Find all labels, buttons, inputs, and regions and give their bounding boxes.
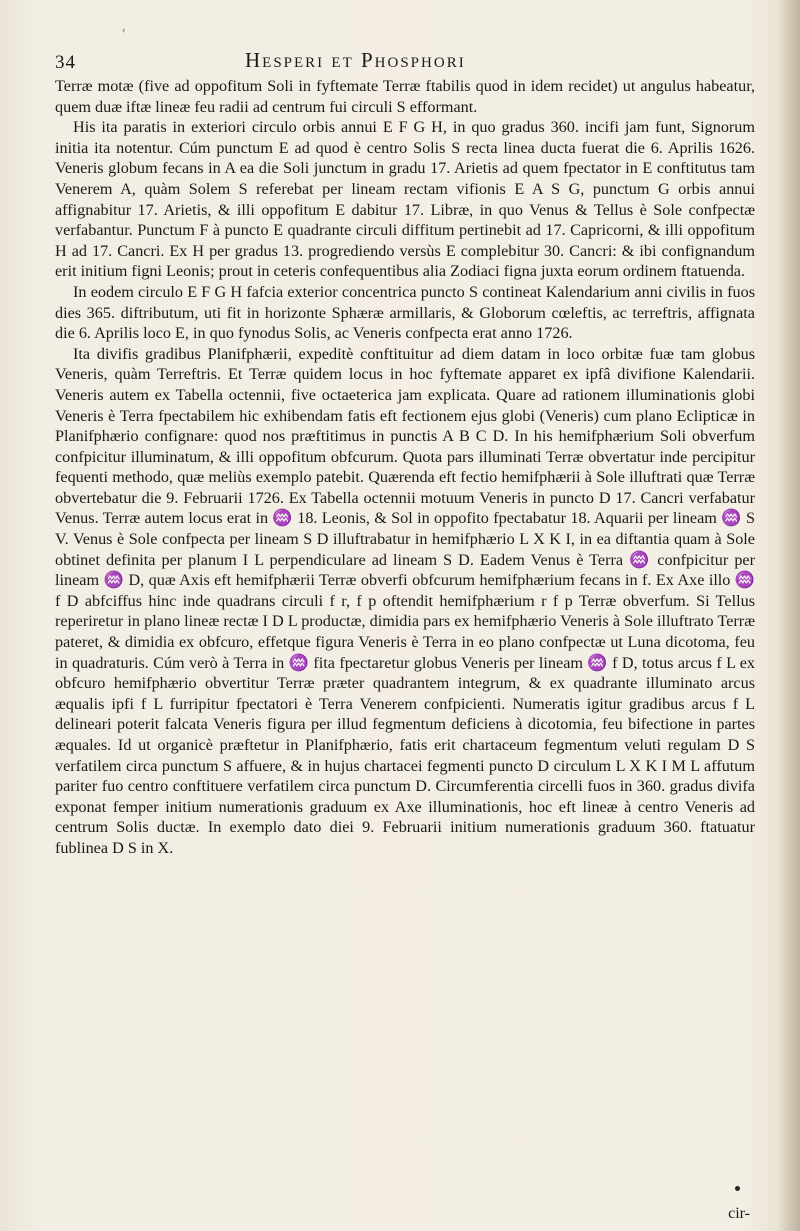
paragraph-4: Ita divifis gradibus Planifphærii, expeditè conftituitur ad diem datam in loco orbitæ fuæ tam globus Veneris, quàm Terreftris. Et Terræ quidem locus in hoc fyftemate apparet ex ipfâ divifione Kalendarii. Veneris autem ex Tabella octennii, five octaeterica jam explicata. Quare ad rationem illuminationis globi Veneris è Terra fpectabilem hic exhibendam fatis eft fectionem ejus globi (Veneris) cum plano Eclipticæ in Planifphærio confignare: quod nos præftitimus in punctis A B C D. In his hemifphærium Soli obverfum confpicitur illuminatum, & illi oppofitum obfcurum. Quota pars illuminati Terræ obvertatur inde percipitur fequenti methodo, quæ meliùs exemplo patebit. Quærenda eft fectio hemifphærii à Sole illuftrati quæ Terræ obvertebatur die 9. Februarii 1726. Ex Tabella octennii motuum Veneris in puncto D 17. Cancri verfabatur Venus. Terræ autem locus erat in ♒ 18. Leonis, & Sol in oppofito fpectabatur 18. Aquarii per lineam ♒ S V. Venus è Sole confpecta per lineam S D illuftrabatur in hemifphærio L X K I, in ea diftantia quam à Sole obtinet definita per planum I L perpendiculare ad lineam S D. Eadem Venus è Terra ♒ confpicitur per lineam ♒ D, quæ Axis eft hemifphærii Terræ obverfi obfcurum hemifphærium fecans in f. Ex Axe illo ♒ f D abfciffus hinc inde quadrans circuli f r, f p oftendit hemifphærium r f p Terræ obverfum. Si Tellus reperiretur in plano lineæ rectæ I D L productæ, dimidia pars ex hemifphærio Veneris à Sole illuftrato Terræ pateret, & dimidia ex obfcuro, effetque figura Veneris è Terra in eo plano confpectæ ut Luna dicotoma, feu in quadraturis. Cúm verò à Terra in ♒ fita fpectaretur globus Veneris per lineam ♒ f D, totus arcus f L ex obfcuro hemifphærio obvertitur Terræ præter quadrantem integrum, & ex quadrante illuminato arcus æqualis ipfi f L furripitur fpectatori è Terra Venerem confpicienti. Numeratis igitur gradibus arcus f L delineari poterit falcata Veneris figura per illud fegmentum deficiens à dicotomia, feu bifectione in partes æquales. Id ut organicè præftetur in Planifphærio, fatis erit chartaceum fegmentum veluti regulam D S verfatilem circa punctum S affuere, & in hujus chartacei fegmenti puncto D circulum L X K I M L affutum pariter fuo centro conftituere verfatilem circa punctum D. Circumferentia circelli fuos in 360. gradus divifa exponat femper initium numerationis graduum ex Axe illuminationis, hoc eft lineæ à centro Veneris ad centrum Solis ductæ. In exemplo dato diei 9. Februarii initium numerationis graduum 360. ftatuatur fublinea D S in X. xyxy=(55,344,755,857)
running-head xyxy=(55,46,755,74)
page-number: 34 xyxy=(55,52,76,73)
ink-dot xyxy=(735,1186,740,1191)
paragraph-2: His ita paratis in exteriori circulo orbis annui E F G H, in quo gradus 360. incifi jam funt, Signorum initia ita notentur. Cúm punctum E ad quod è centro Solis S recta linea ducta fuerat die 6. Aprilis 1626. Veneris globum fecans in A ea die Soli junctum in gradu 17. Arietis ad quem fpectator in E conftitutus tam Venerem A, quàm Solem S referebat per lineam rectam vifionis E A S G, punctum G orbis annui affignabitur 17. Arietis, & illi oppofitum E dabitur 17. Libræ, in quo Venus & Tellus è Sole confpectæ verfabantur. Punctum F à puncto E quadrante circuli diffitum pertinebit ad 17. Capricorni, & illi oppofitum H ad 17. Cancri. Ex H per gradus 13. progrediendo versùs E complebitur 30. Cancri: & ibi confignandum erit initium figni Leonis; prout in ceteris confequentibus alia Zodiaci figna juxta eorum ordinem ftatuenda. xyxy=(55,118,755,281)
page-edge-shadow xyxy=(778,0,800,1231)
margin-mark: ‹ xyxy=(122,24,126,36)
catchword: cir- xyxy=(728,1205,750,1222)
body-text xyxy=(55,76,755,859)
paragraph-3: In eodem circulo E F G H fafcia exterior concentrica puncto S contineat Kalendarium anni civilis in fuos dies 365. diftributum, uti fit in horizonte Sphæræ armillaris, & Globorum cœleftis, ac terreftris, affignata die 6. Aprilis loco E, in quo fynodus Solis, ac Veneris confpecta erat anno 1726. xyxy=(55,282,755,343)
paragraph-1: Terræ motæ (five ad oppofitum Soli in fyftemate Terræ ftabilis quod in idem recidet) ut angulus habeatur, quem duæ iftæ lineæ feu radii ad centrum fui circuli S efformant. xyxy=(55,77,755,116)
running-title: Hesperi et Phosphori xyxy=(245,48,466,72)
